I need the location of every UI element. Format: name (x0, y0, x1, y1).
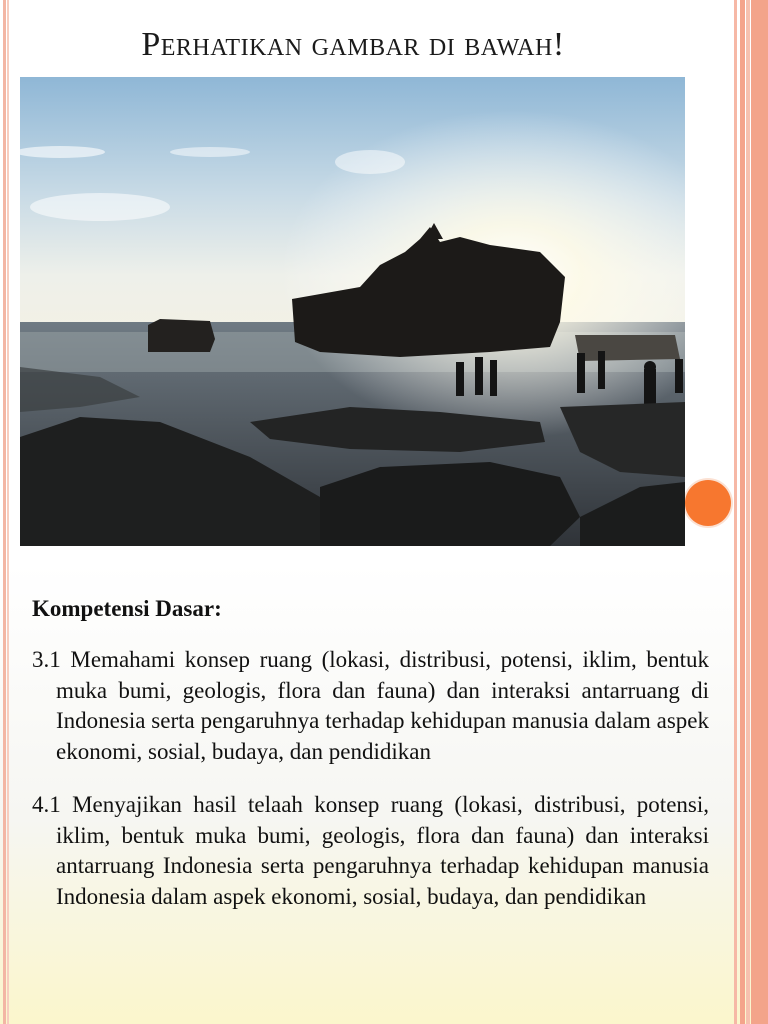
right-border-stripe-3 (746, 0, 750, 1024)
right-border-stripe-1 (734, 0, 737, 1024)
right-border-stripe-2 (740, 0, 745, 1024)
section-heading: Kompetensi Dasar: (32, 596, 222, 621)
temple-coast-photo (20, 77, 685, 546)
competency-section (32, 596, 709, 920)
photo-temple-coast-icon (20, 77, 685, 546)
left-border-stripe-inner (7, 0, 9, 1024)
left-border-stripe (3, 0, 6, 1024)
competency-item-4-1: 4.1 Menyajikan hasil telaah konsep ruang (lokasi, distribusi, potensi, iklim, bentuk muka bumi, geologis, flora dan fauna) dan interaksi antarruang Indonesia serta pengaruhnya terhadap kehidupan manusia Indonesia dalam aspek ekonomi, sosial, budaya, dan pendidikan (32, 792, 709, 909)
competency-item-3-1: 3.1 Memahami konsep ruang (lokasi, distribusi, potensi, iklim, bentuk muka bumi, geologis, flora dan fauna) dan interaksi antarruang di Indonesia serta pengaruhnya terhadap kehidupan manusia dalam aspek ekonomi, sosial, budaya, dan pendidikan (32, 647, 709, 764)
orange-circle-decoration (685, 480, 731, 526)
slide-title: Perhatikan gambar di bawah! (141, 26, 565, 63)
right-border-stripe-4 (751, 0, 768, 1024)
